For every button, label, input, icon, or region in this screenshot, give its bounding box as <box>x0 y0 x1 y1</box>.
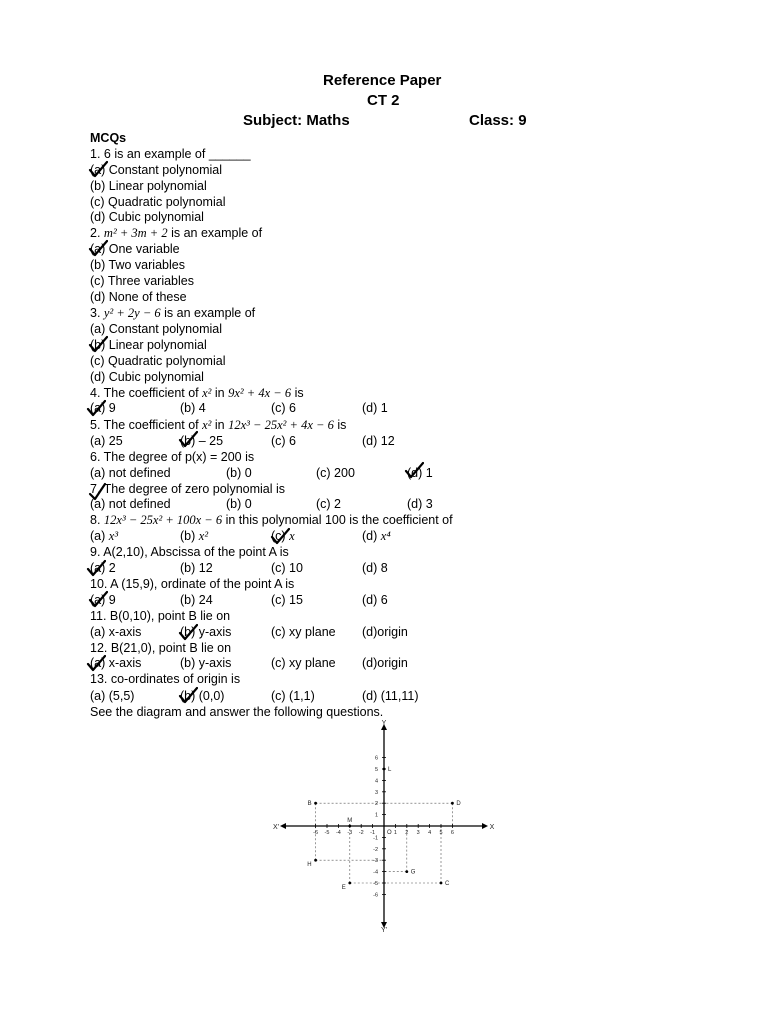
q2-option-c: (c) Three variables <box>90 274 194 288</box>
q9-answer-tick-icon <box>86 559 106 579</box>
q2-stem-text: is an example of <box>171 226 263 240</box>
q11-option-d: (d)origin <box>362 625 408 639</box>
q5-option-b: (b) – 25 <box>180 434 224 448</box>
point-c <box>440 882 443 885</box>
y-tick-label: -3 <box>373 858 378 865</box>
q2-expression: m² + 3m + 2 <box>103 226 168 240</box>
q10-stem: 10. A (15,9), ordinate of the point A is <box>90 577 295 591</box>
q2-answer-tick-icon <box>88 239 108 259</box>
q11-option-c: (c) xy plane <box>271 625 336 639</box>
point-m <box>348 825 351 828</box>
q13-option-b: (b) (0,0) <box>180 689 225 703</box>
y-tick-label: 4 <box>374 778 378 785</box>
y-tick-label: -5 <box>373 881 378 887</box>
y-axis-neg-label: Y' <box>380 927 388 934</box>
subject-label: Subject: Maths <box>243 112 350 129</box>
x-tick-label: 2 <box>405 830 409 836</box>
y-tick-label: -6 <box>373 892 378 899</box>
q8-option-d-math: x⁴ <box>380 529 391 543</box>
y-tick-label: -2 <box>373 846 378 853</box>
q13-answer-tick-icon <box>178 686 198 706</box>
x-tick-label: 1 <box>393 830 397 836</box>
q4-stem-post: is <box>294 386 304 400</box>
q8-option-c-math: x <box>289 529 295 543</box>
q13-option-d: (d) (11,11) <box>362 689 419 703</box>
q3-stem-text: is an example of <box>164 306 256 320</box>
y-tick-label: -4 <box>373 869 378 876</box>
x-tick-label: 4 <box>428 830 432 836</box>
page-title: Reference Paper <box>323 72 442 89</box>
q3-stem <box>90 306 255 321</box>
x-tick-label: -1 <box>370 830 376 836</box>
coordinate-plane-diagram <box>268 718 496 934</box>
page-subtitle: CT 2 <box>367 92 400 109</box>
x-tick-label: -3 <box>347 830 353 836</box>
q13-option-a: (a) (5,5) <box>90 689 135 703</box>
point-e <box>348 882 351 885</box>
point-h <box>314 859 317 862</box>
diagram-intro: See the diagram and answer the following questions. <box>90 705 384 719</box>
q7-option-d: (d) 3 <box>407 497 433 511</box>
q3-option-d: (d) Cubic polynomial <box>90 370 204 384</box>
q1-option-c: (c) Quadratic polynomial <box>90 195 226 209</box>
q4-stem-pre: 4. The coefficient of <box>90 386 199 400</box>
q3-option-c: (c) Quadratic polynomial <box>90 354 226 368</box>
q6-option-d: (d) 1 <box>407 466 433 480</box>
q11-stem: 11. B(0,10), point B lie on <box>90 609 231 623</box>
q12-option-c: (c) xy plane <box>271 656 336 670</box>
x-axis-label: X <box>489 824 495 831</box>
q8-option-b-label: (b) <box>180 529 196 543</box>
q4-option-b: (b) 4 <box>180 401 206 415</box>
q4-option-a: (a) 9 <box>90 401 116 415</box>
q8-option-a-label: (a) <box>90 529 106 543</box>
q11-answer-tick-icon <box>178 623 198 643</box>
q3-option-a: (a) Constant polynomial <box>90 322 223 336</box>
q12-option-b: (b) y-axis <box>180 656 232 670</box>
q5-option-a: (a) 25 <box>90 434 123 448</box>
y-tick-label: 5 <box>374 767 378 773</box>
x-tick-label: 6 <box>450 830 454 836</box>
q7-answer-tick-icon <box>88 482 108 502</box>
q8-expression: 12x³ − 25x² + 100x − 6 <box>103 513 223 527</box>
x-tick-label: 5 <box>439 830 443 836</box>
point-label-b: B <box>307 801 312 808</box>
class-label: Class: 9 <box>469 112 527 129</box>
y-axis-label: Y <box>381 720 387 727</box>
q2-stem <box>90 226 262 241</box>
point-l <box>383 768 386 771</box>
y-tick-label: 6 <box>374 755 378 762</box>
q13-stem: 13. co-ordinates of origin is <box>90 672 241 686</box>
q8-option-d <box>362 529 391 544</box>
q4-option-d: (d) 1 <box>362 401 388 415</box>
point-d <box>451 802 454 805</box>
y-tick-label: 3 <box>374 789 378 796</box>
point-label-c: C <box>445 881 450 887</box>
point-g <box>405 870 408 873</box>
q1-stem: 1. 6 is an example of ______ <box>90 147 251 161</box>
q4-stem-mid: in <box>214 386 225 400</box>
q1-answer-tick-icon <box>88 160 108 180</box>
q3-answer-tick-icon <box>88 335 108 355</box>
q8-answer-tick-icon <box>270 527 290 547</box>
q5-expression: 12x³ − 25x² + 4x − 6 <box>228 418 334 432</box>
point-label-e: E <box>341 885 346 891</box>
q7-stem: 7. The degree of zero polynomial is <box>90 482 286 496</box>
origin-label: O <box>387 830 392 836</box>
x-tick-label: -5 <box>324 830 330 836</box>
q8-option-c-label: (c) <box>271 529 286 543</box>
q3-expression: y² + 2y − 6 <box>103 306 161 320</box>
q11-option-a: (a) x-axis <box>90 625 142 639</box>
q9-option-a: (a) 2 <box>90 561 116 575</box>
q9-stem: 9. A(2,10), Abscissa of the point A is <box>90 545 289 559</box>
point-b <box>314 802 317 805</box>
x-axis-arrow-icon <box>482 823 488 829</box>
q2-option-b: (b) Two variables <box>90 258 185 272</box>
point-label-m: M <box>347 818 353 824</box>
q8-option-a <box>90 529 118 544</box>
q6-option-b: (b) 0 <box>226 466 252 480</box>
q2-option-d: (d) None of these <box>90 290 187 304</box>
q5-option-d: (d) 12 <box>362 434 395 448</box>
q5-stem-pre: 5. The coefficient of <box>90 418 199 432</box>
q10-option-a: (a) 9 <box>90 593 116 607</box>
q4-option-c: (c) 6 <box>271 401 296 415</box>
q8-option-b <box>180 529 208 544</box>
q2-option-a: (a) One variable <box>90 242 180 256</box>
q8-stem <box>90 513 453 528</box>
q9-option-c: (c) 10 <box>271 561 303 575</box>
q10-option-b: (b) 24 <box>180 593 213 607</box>
q12-option-d: (d)origin <box>362 656 408 670</box>
q1-option-d: (d) Cubic polynomial <box>90 210 204 224</box>
y-tick-label: 2 <box>374 801 378 808</box>
point-label-d: D <box>456 801 461 808</box>
q13-option-c: (c) (1,1) <box>271 689 315 703</box>
q3-option-b: (b) Linear polynomial <box>90 338 207 352</box>
q10-option-c: (c) 15 <box>271 593 303 607</box>
q4-answer-tick-icon <box>86 399 106 419</box>
q6-option-c: (c) 200 <box>316 466 355 480</box>
q8-number: 8. <box>90 513 101 527</box>
x-tick-label: 3 <box>416 830 420 836</box>
q10-answer-tick-icon <box>88 590 108 610</box>
q5-stem-post: is <box>337 418 347 432</box>
point-label-h: H <box>307 862 312 869</box>
q6-stem: 6. The degree of p(x) = 200 is <box>90 450 255 464</box>
q2-number: 2. <box>90 226 101 240</box>
q8-option-a-math: x³ <box>108 529 119 543</box>
q10-option-d: (d) 6 <box>362 593 388 607</box>
q7-option-c: (c) 2 <box>316 497 341 511</box>
q4-variable: x² <box>202 386 212 400</box>
q1-option-b: (b) Linear polynomial <box>90 179 207 193</box>
q11-option-b: (b) y-axis <box>180 625 232 639</box>
q9-option-d: (d) 8 <box>362 561 388 575</box>
section-heading: MCQs <box>90 131 127 145</box>
x-tick-label: -2 <box>358 830 364 836</box>
q12-stem: 12. B(21,0), point B lie on <box>90 641 232 655</box>
x-axis-neg-label: X' <box>272 824 280 831</box>
q6-answer-tick-icon <box>404 461 424 481</box>
q7-option-b: (b) 0 <box>226 497 252 511</box>
y-tick-label: -1 <box>373 835 378 842</box>
q12-answer-tick-icon <box>86 654 106 674</box>
q5-answer-tick-icon <box>178 430 198 450</box>
q6-option-a: (a) not defined <box>90 466 171 480</box>
q9-option-b: (b) 12 <box>180 561 213 575</box>
y-tick-label: 1 <box>374 812 378 819</box>
point-label-g: G <box>410 869 416 876</box>
q5-variable: x² <box>202 418 212 432</box>
q8-option-d-label: (d) <box>362 529 378 543</box>
q5-option-c: (c) 6 <box>271 434 296 448</box>
point-label-l: L <box>388 767 392 773</box>
q8-option-b-math: x² <box>198 529 209 543</box>
x-tick-label: -6 <box>313 830 319 836</box>
q1-option-a: (a) Constant polynomial <box>90 163 223 177</box>
q4-expression: 9x² + 4x − 6 <box>228 386 292 400</box>
x-tick-label: -4 <box>335 830 341 836</box>
q5-stem <box>90 418 346 433</box>
q5-stem-mid: in <box>214 418 225 432</box>
q3-number: 3. <box>90 306 101 320</box>
q4-stem <box>90 386 304 401</box>
q7-option-a: (a) not defined <box>90 497 171 511</box>
q12-option-a: (a) x-axis <box>90 656 142 670</box>
x-axis-neg-arrow-icon <box>280 823 286 829</box>
q8-stem-text: in this polynomial 100 is the coefficient of <box>225 513 453 527</box>
